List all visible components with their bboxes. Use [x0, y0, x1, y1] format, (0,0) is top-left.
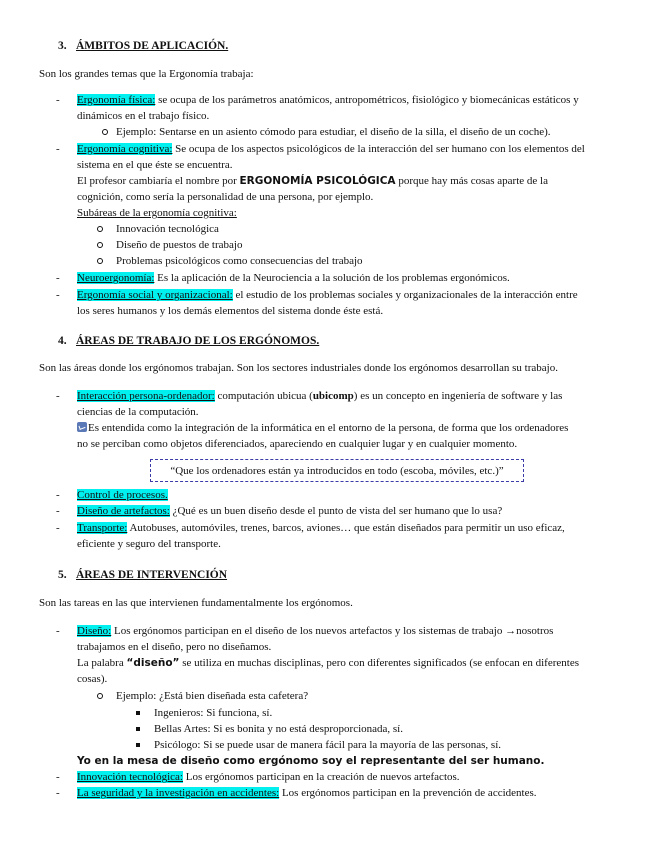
subarea-3: Problemas psicológicos como consecuencias del trabajo [116, 255, 363, 267]
bullet-circle [97, 258, 103, 264]
bullet-dash: - [56, 94, 60, 106]
bullet-dash: - [56, 522, 60, 534]
bullet-square [136, 743, 140, 747]
cafetera-example: Ejemplo: ¿Está bien diseñada esta cafetera? [116, 690, 309, 702]
bullet-dash: - [56, 489, 60, 501]
example-ingenieros: Ingenieros: Si funciona, sí. [154, 707, 273, 719]
section-3-heading: 3. ÁMBITOS DE APLICACIÓN. [58, 40, 229, 52]
bullet-dash: - [56, 289, 60, 301]
fisica-example: Ejemplo: Sentarse en un asiento cómodo para estudiar, el diseño de la silla, el diseño de un coche). [116, 126, 551, 138]
item-diseno-artefactos: Diseño de artefactos: ¿Qué es un buen diseño desde el punto de vista del ser humano que lo usa? [77, 505, 503, 517]
item-innovacion-tecnologica: Innovación tecnológica: Los ergónomos participan en la creación de nuevos artefactos. [77, 771, 460, 783]
comment-icon[interactable] [77, 422, 87, 432]
item-ergonomia-cognitiva: Ergonomía cognitiva: Se ocupa de los aspectos psicológicos de la interacción del ser humano con los elementos del sistema en el que éste se encuentra. El profesor cambiaría el nombre por ERGONOMÍA PSICOLÓGICA porque hay más cosas aparte de la cognición, como sería la personalidad de una persona, por ejemplo. Subáreas de la ergonomía cognitiva: [77, 143, 585, 219]
item-seguridad-accidentes: La seguridad y la investigación en accidentes: Los ergónomos participan en la prevención de accidentes. [77, 787, 537, 799]
bullet-square [136, 711, 140, 715]
section-3-intro: Son los grandes temas que la Ergonomía trabaja: [39, 68, 254, 80]
bullet-dash: - [56, 787, 60, 799]
section-4-heading: 4. ÁREAS DE TRABAJO DE LOS ERGÓNOMOS. [58, 335, 320, 347]
bullet-dash: - [56, 143, 60, 155]
bullet-circle [97, 226, 103, 232]
bold-statement: Yo en la mesa de diseño como ergónomo soy el representante del ser humano. [77, 755, 545, 767]
section-4-intro: Son las áreas donde los ergónomos trabajan. Son los sectores industriales donde los ergónomos desarrollan su trabajo. [39, 362, 558, 374]
item-neuroergonomia: Neuroergonomía: Es la aplicación de la Neurociencia a la solución de los problemas ergonómicos. [77, 272, 510, 284]
bullet-circle [97, 242, 103, 248]
quote-box: “Que los ordenadores están ya introducidos en todo (escoba, móviles, etc.)” [150, 459, 524, 482]
item-control-procesos: Control de procesos. [77, 489, 168, 501]
example-psicologo: Psicólogo: Si se puede usar de manera fácil para la mayoría de las personas, sí. [154, 739, 501, 751]
bullet-dash: - [56, 625, 60, 637]
section-5-heading: 5. ÁREAS DE INTERVENCIÓN [58, 569, 228, 581]
bullet-circle [97, 693, 103, 699]
bullet-dash: - [56, 771, 60, 783]
bullet-dash: - [56, 505, 60, 517]
subarea-1: Innovación tecnológica [116, 223, 219, 235]
section-5-intro: Son las tareas en las que intervienen fundamentalmente los ergónomos. [39, 597, 353, 609]
bullet-dash: - [56, 390, 60, 402]
bullet-circle [102, 129, 108, 135]
example-bellas-artes: Bellas Artes: Si es bonita y no está desproporcionada, sí. [154, 723, 403, 735]
bullet-dash: - [56, 272, 60, 284]
item-diseno: Diseño: Los ergónomos participan en el diseño de los nuevos artefactos y los sistemas de trabajo →nosotros trabajamos en el diseño, pero no diseñamos. La palabra “diseño” se utiliza en muchas disciplinas, pero con diferentes significados (se enfocan en diferentes cosas). [77, 625, 579, 685]
bullet-square [136, 727, 140, 731]
item-ergonomia-social: Ergonomía social y organizacional: el estudio de los problemas sociales y organizacionales de la interacción entre los seres humanos y los demás elementos del sistema donde éste está. [77, 289, 578, 317]
item-ergonomia-fisica: Ergonomía física: se ocupa de los parámetros anatómicos, antropométricos, fisiológico y biomecánicas estáticos y dinámicos en el trabajo físico. [77, 94, 579, 122]
item-transporte: Transporte: Autobuses, automóviles, trenes, barcos, aviones… que están diseñados para permitir un uso eficaz, eficiente y seguro del transporte. [77, 522, 565, 550]
subarea-2: Diseño de puestos de trabajo [116, 239, 243, 251]
item-interaccion-persona-ordenador: Interacción persona-ordenador: computación ubicua (ubicomp) es un concepto en ingeniería de software y las ciencias de la computación. Es entendida como la integración de la informática en el entorno de la persona, de forma que los ordenadores no se perciban como objetos diferenciados, apareciendo en cualquier lugar y en cualquier momento. [77, 390, 569, 450]
